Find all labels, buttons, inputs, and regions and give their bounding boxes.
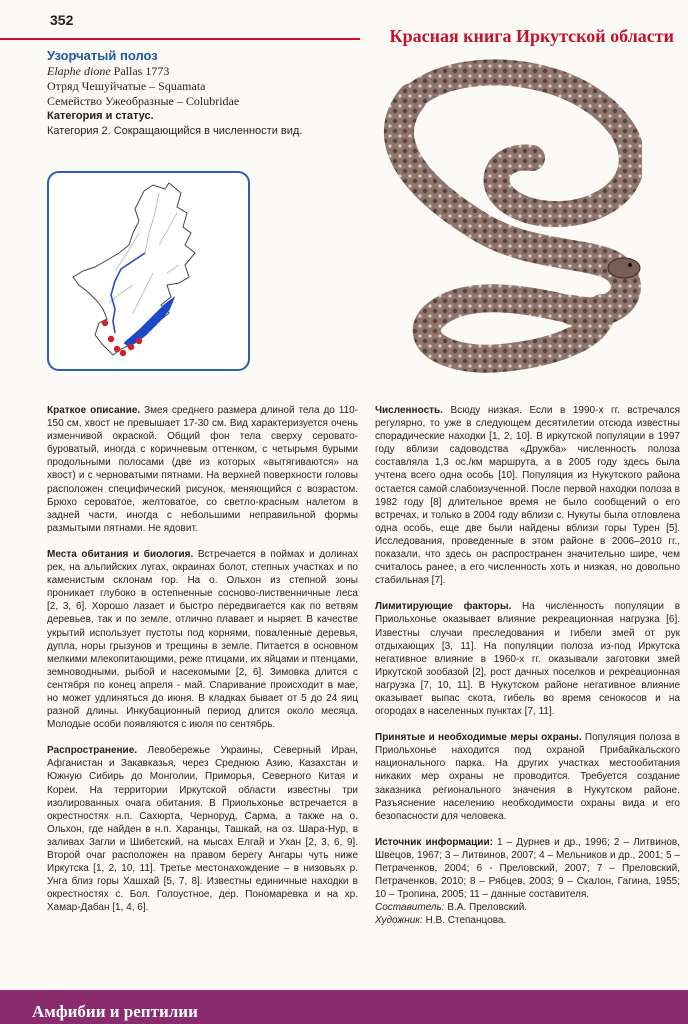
distribution-text: Левобережье Украины, Северный Иран, Афганистан и Закавказья, через Среднюю Азию, Казахстан и Южную Сибирь до Монголии, Приморья, Северного Китая и Кореи. На территории Иркутской области известны три изолированных очага обитания. В Приольхонье встречается в окрестностях н.п. Сахюрта, Черноруд, Сарма, а также на о. Ольхон, где найден в н.п. Харанцы, Ташкай, на оз. Шара-Нур, в заливах Загли и Шибетский, на мысах Елгай и Ухан [2, 3, 6, 9]. Второй очаг расположен на правом берегу Ангары чуть ниже Иркутска [1, 2, 10, 11]. Третье местонахождение – в низовьях р. Унга близ горы Хашхай [5, 7, 8]. Известны единичные находки в окрестностях с. Бол. Голоустное, дер. Пономаревка и на хр. Хамар-Дабан [1, 4, 6]. xyxy=(47,745,358,914)
measures-title: Принятые и необходимые меры охраны. xyxy=(375,732,582,744)
header-rule xyxy=(0,38,360,40)
page-number: 352 xyxy=(50,12,74,28)
artist-line xyxy=(375,914,680,927)
abundance-text: Всюду низкая. Если в 1990-х гг. встречался регулярно, то уже в следующем десятилетии отсюда известны спорадические находки [1, 2, 10]. В иркутской популяции в 1997 году вблизи садоводства «Дружба» численность полоза составляла 1,3 ос./км маршрута, а в 2005 году здесь была учтена всего одна особь [10]. Популяция из Нукутского района остается самой слабоизученной. После первой находки полоза в 1982 году [8] длительное время не было сообщений о его встречах, и только в 2004 году вблизи с. Нукуты была отловлена одна особь, еще две были найдены вблизи горы Турен [5]. Исследования, проведенные в этом районе в 2006–2010 гг., показали, что здесь он распространен значительно шире, чем считалось ранее, а его численность хоть и низкая, но довольно стабильная [7]. xyxy=(375,405,680,587)
snake-head xyxy=(608,258,640,278)
species-name: Узорчатый полоз xyxy=(47,48,158,63)
species-header xyxy=(47,48,357,139)
limiting-title: Лимитирующие факторы. xyxy=(375,601,512,613)
species-family: Семейство Ужеобразные – Colubridae xyxy=(47,94,240,108)
abundance-title: Численность. xyxy=(375,405,443,416)
section-abundance xyxy=(375,404,680,587)
record-point xyxy=(102,320,108,326)
habitat-text: Встречается в поймах и долинах рек, на альпийских лугах, окраинах болот, степных участках и по каменистым склонам гор. На о. Ольхон из степной зоны проникает глубоко в остепненные сосново-лиственничные леса [2, 3, 6]. Хорошо лазает и быстро передвигается как по ветвям деревьев, так и по земле, отлично плавает и ныряет. В качестве укрытий использует пустоты под корнями, поваленные деревья, дупла, норы грызунов и трещины в земле. Питается в основном мелкими млекопитающими, реже птицами, их яйцами и птенцами, земноводными, рыбой и насекомыми [2, 6]. Зимовка длится с сентября по конец апреля - май. Спаривание происходит в мае, но может удлиняться до июня. В кладках бывает от 5 до 24 яиц разной длины. Инкубационный период длится около месяца. Молодые особи появляются с июля по сентябрь. xyxy=(47,548,358,731)
measures-text: Популяция полоза в Приольхонье находится под охраной Прибайкальского национального парка. На других участках местообитания никаких мер охраны не проводится. Требуется создание заказника регионального значения в Нукутском районе. Разъяснение населению необходимости охраны вида и его безопасности для человека. xyxy=(375,732,680,822)
record-point xyxy=(120,350,126,356)
sources-title: Источник информации: xyxy=(375,836,493,848)
sources-text: 1 – Дурнев и др., 1996; 2 – Литвинов, Швецов, 1967; 3 – Литвинов, 2007; 4 – Мельников и др., 2001; 5 – Петраченков, 2004; 6 - Преловский, 2007; 7 – Преловский, Петраченков, 2010; 8 – Рябцев, 2003; 9 – Скалон, Гагина, 1955; 10 – Тропина, 2005; 11 – данные составителя. xyxy=(375,836,680,901)
compiler-line xyxy=(375,901,680,914)
section-description xyxy=(47,404,358,535)
latin-author: Pallas 1773 xyxy=(110,64,170,78)
page-number-block xyxy=(0,10,110,34)
record-point xyxy=(108,336,114,342)
species-latin xyxy=(47,64,357,79)
snake-svg xyxy=(372,58,642,378)
habitat-title: Места обитания и биология. xyxy=(47,548,194,560)
snake-eye xyxy=(628,263,632,267)
record-point xyxy=(128,344,134,350)
distribution-title: Распространение. xyxy=(47,745,138,757)
right-column xyxy=(375,404,680,927)
section-distribution xyxy=(47,744,358,914)
category-heading: Категория и статус. xyxy=(47,110,154,122)
category-text: Категория 2. Сокращающийся в численности вид. xyxy=(47,125,303,137)
map-svg xyxy=(49,173,248,369)
section-measures xyxy=(375,731,680,823)
distribution-map xyxy=(47,171,250,371)
description-text: Змея среднего размера длиной тела до 110-150 см, хвост не превышает 17-30 см. Вид характеризуется очень изменчивой окраской. Общий фон тела сверху серовато-буроватый, иногда с коричневым оттенком, с четырьмя бурыми продольными полосами (две из которых «вытягиваются» на хвост) и с черноватыми пятнами. На верхней поверхности головы расположен специфический рисунок, меняющийся с возрастом. Брюхо сероватое, желтоватое, со светло-красным налетом в задней части, иногда с небольшими неправильной формы размытыми пятнами. Не ядовит. xyxy=(47,405,359,534)
limiting-text: На численность популяции в Приольхонье оказывает влияние рекреационная нагрузка [6]. Известны случаи преследования и гибели змей от рук отдыхающих [3, 11]. На популяции полоза из-под Иркутска негативное влияние в 1960-х гг. оказывали заготовки змей Иркутской зообазой [2], рост дачных поселков и рекреационная нагрузка [7, 10, 11]. В Нукутском районе негативное влияние оказывает выпас скота, гибель во время сенокосов и на огородах в населенных пунктах [7, 11]. xyxy=(375,601,681,718)
species-order: Отряд Чешуйчатые – Squamata xyxy=(47,79,206,93)
artist-name: Н.В. Степанцова. xyxy=(422,915,507,927)
section-limiting xyxy=(375,600,680,718)
record-point xyxy=(136,338,142,344)
footer-band xyxy=(0,990,688,1024)
artist-label: Художник: xyxy=(375,915,423,927)
footer-section-title: Амфибии и рептилии xyxy=(32,1002,198,1021)
region-outline xyxy=(73,183,195,355)
compiler-label: Составитель: xyxy=(375,902,445,914)
snake-illustration xyxy=(372,58,642,378)
latin-name: Elaphe dione xyxy=(47,64,111,78)
left-column xyxy=(47,404,358,927)
description-title: Краткое описание. xyxy=(47,405,141,416)
snake-body-coil-3 xyxy=(427,298,602,359)
record-point xyxy=(114,346,120,352)
book-title: Красная книга Иркутской области xyxy=(389,26,674,46)
section-habitat xyxy=(47,548,358,731)
section-sources xyxy=(375,836,680,901)
compiler-name: В.А. Преловский. xyxy=(444,902,528,914)
